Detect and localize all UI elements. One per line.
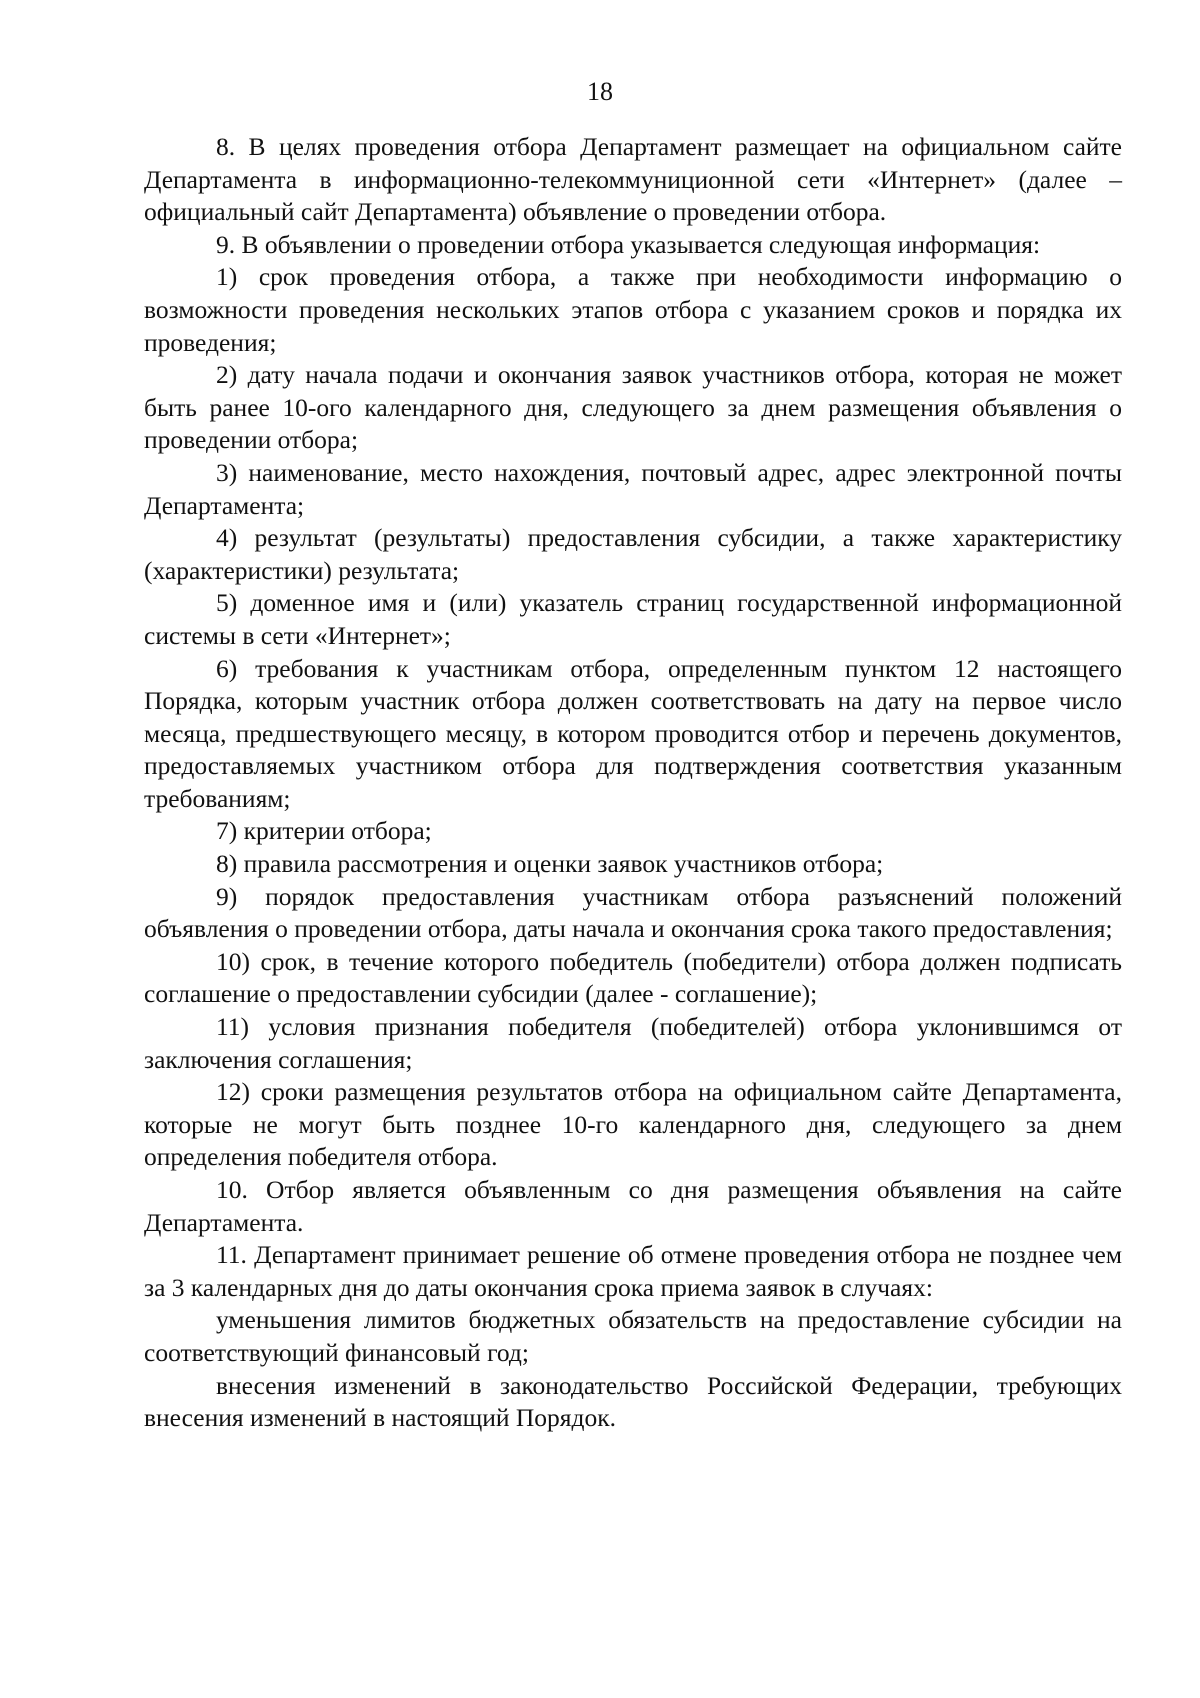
- list-item-6: 6) требования к участникам отбора, определенным пунктом 12 настоящего Порядка, которым участник отбора должен соответствовать на дату на первое число месяца, предшествующего месяцу, в котором проводится отбор и перечень документов, предоставляемых участником отбора для подтверждения соответствия указанным требованиям;: [144, 653, 1122, 813]
- list-item-9: 9) порядок предоставления участникам отбора разъяснений положений объявления о проведении отбора, даты начала и окончания срока такого предоставления;: [144, 881, 1122, 944]
- list-item-8: 8) правила рассмотрения и оценки заявок участников отбора;: [216, 849, 884, 879]
- list-item-12: 12) сроки размещения результатов отбора на официальном сайте Департамента, которые не могут быть позднее 10-го календарного дня, следующего за днем определения победителя отбора.: [144, 1077, 1122, 1172]
- list-item-1: 1) срок проведения отбора, а также при необходимости информацию о возможности проведения нескольких этапов отбора с указанием сроков и порядка их проведения;: [144, 262, 1122, 357]
- list-item-10: 10) срок, в течение которого победитель (победители) отбора должен подписать соглашение о предоставлении субсидии (далее - соглашение);: [144, 946, 1122, 1009]
- document-body: [144, 131, 1122, 1435]
- list-item-11: 11) условия признания победителя (победителей) отбора уклонившимся от заключения соглашения;: [144, 1012, 1122, 1074]
- page-number: 18: [587, 77, 613, 106]
- paragraph-9: 9. В объявлении о проведении отбора указывается следующая информация:: [216, 229, 1041, 259]
- list-item-2: 2) дату начала подачи и окончания заявок участников отбора, которая не может быть ранее 10-ого календарного дня, следующего за днем размещения объявления о проведении отбора;: [144, 360, 1122, 455]
- paragraph-8: 8. В целях проведения отбора Департамент размещает на официальном сайте Департамента в информационно-телекоммуниционной сети «Интернет» (далее – официальный сайт Департамента) объявление о проведении отбора.: [144, 132, 1122, 227]
- paragraph-10: 10. Отбор является объявленным со дня размещения объявления на сайте Департамента.: [144, 1175, 1122, 1237]
- case-item-2: внесения изменений в законодательство Российской Федерации, требующих внесения изменений в настоящий Порядок.: [144, 1370, 1122, 1433]
- case-item-1: уменьшения лимитов бюджетных обязательств на предоставление субсидии на соответствующий финансовый год;: [144, 1305, 1122, 1367]
- list-item-5: 5) доменное имя и (или) указатель страниц государственной информационной системы в сети «Интернет»;: [144, 588, 1122, 650]
- list-item-7: 7) критерии отбора;: [216, 816, 432, 846]
- paragraph-11: 11. Департамент принимает решение об отмене проведения отбора не позднее чем за 3 календарных дня до даты окончания срока приема заявок в случаях:: [144, 1240, 1122, 1302]
- list-item-4: 4) результат (результаты) предоставления субсидии, а также характеристику (характеристики) результата;: [144, 523, 1122, 585]
- list-item-3: 3) наименование, место нахождения, почтовый адрес, адрес электронной почты Департамента;: [144, 457, 1122, 520]
